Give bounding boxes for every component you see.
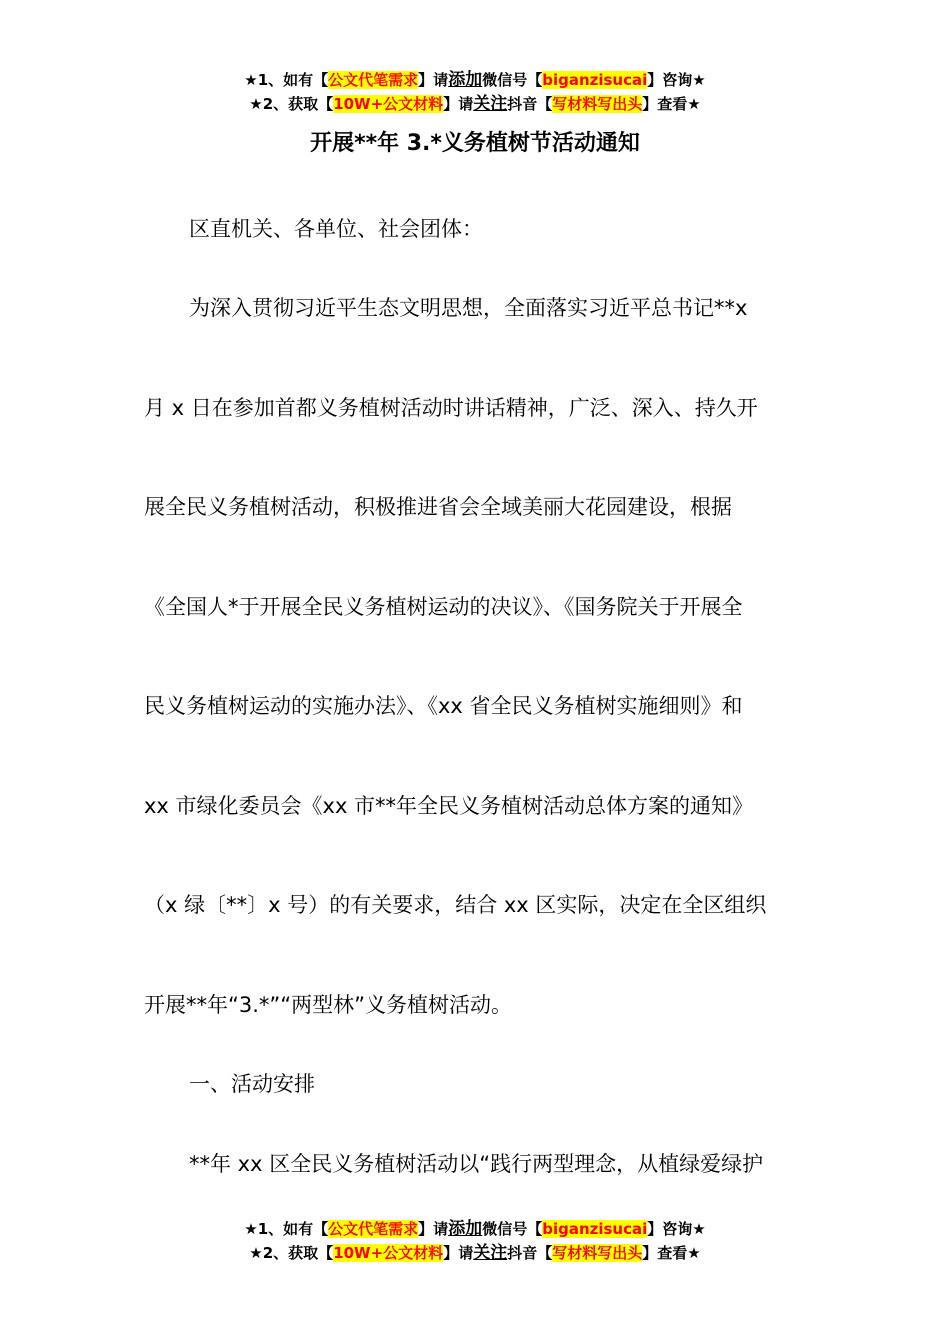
body-line: 展全民义务植树活动，积极推进省会全域美丽大花园建设，根据 [144, 495, 732, 519]
section-heading: 一、活动安排 [189, 1072, 315, 1096]
promo-banner-top [0, 68, 950, 116]
body-line: 开展**年“3.*”“两型林”义务植树活动。 [144, 993, 513, 1017]
promo-banner-bottom [0, 1217, 950, 1265]
promo-line-2: ★2、获取【10W+公文材料】请关注抖音【写材料写出头】查看★ [249, 94, 701, 114]
promo-line-1: ★1、如有【公文代笔需求】请添加微信号【biganzisucai】咨询★ [244, 1219, 706, 1239]
body-line: **年 xx 区全民义务植树活动以“践行两型理念，从植绿爱绿护 [189, 1152, 764, 1176]
body-line: 为深入贯彻习近平生态文明思想，全面落实习近平总书记**x [189, 296, 748, 320]
promo-line-2: ★2、获取【10W+公文材料】请关注抖音【写材料写出头】查看★ [249, 1243, 701, 1263]
body-line: xx 市绿化委员会《xx 市**年全民义务植树活动总体方案的通知》 [144, 794, 754, 818]
body-line: 民义务植树运动的实施办法》、《xx 省全民义务植树实施细则》和 [144, 694, 743, 718]
body-line: （x 绿〔**〕x 号）的有关要求，结合 xx 区实际，决定在全区组织 [144, 893, 767, 917]
salutation: 区直机关、各单位、社会团体： [189, 217, 483, 241]
promo-line-1: ★1、如有【公文代笔需求】请添加微信号【biganzisucai】咨询★ [244, 70, 706, 90]
document-title: 开展**年 3.*义务植树节活动通知 [310, 131, 640, 156]
body-line: 月 x 日在参加首都义务植树活动时讲话精神，广泛、深入、持久开 [144, 396, 758, 420]
body-line: 《全国人*于开展全民义务植树运动的决议》、《国务院关于开展全 [144, 595, 743, 619]
